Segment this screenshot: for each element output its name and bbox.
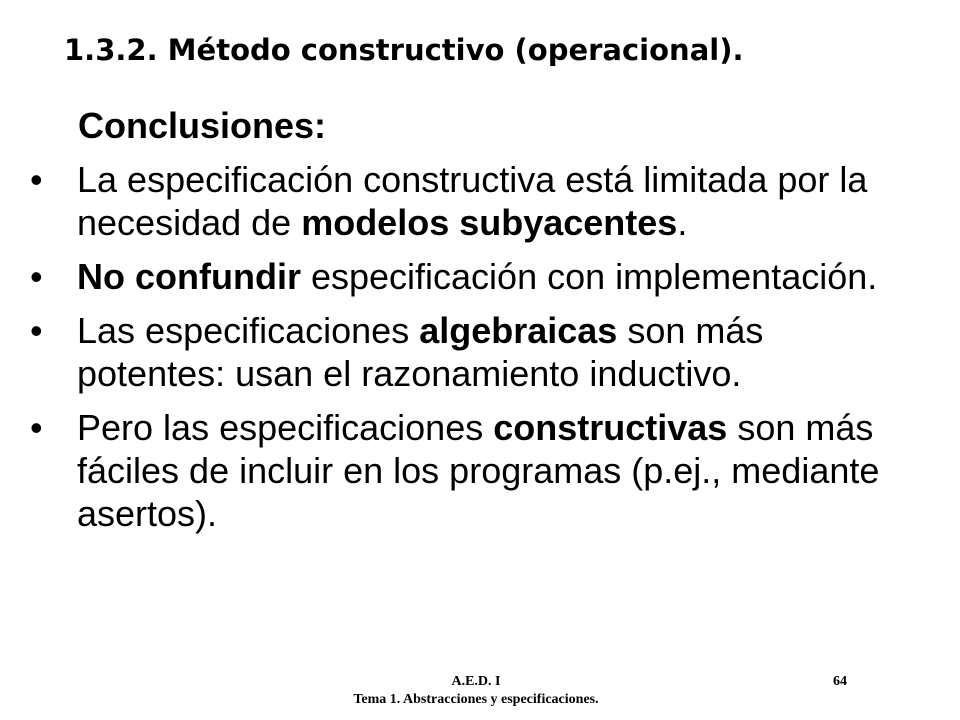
bullet-text <box>77 406 920 535</box>
footer-course: A.E.D. I <box>451 674 501 689</box>
bullet-text-part: especificación con implementación. <box>300 256 878 297</box>
bullet-item <box>0 309 960 395</box>
bullet-text-bold: modelos subyacentes <box>301 202 678 243</box>
bullet-item <box>0 255 960 298</box>
slide-title: 1.3.2. Método constructivo (operacional). <box>64 33 744 67</box>
bullet-icon: • <box>30 256 43 297</box>
bullet-text <box>77 158 920 244</box>
bullet-text <box>77 255 920 298</box>
bullet-text-part: son más fáciles de incluir en los programas (p.ej., mediante asertos). <box>77 407 880 534</box>
bullet-list <box>0 158 960 546</box>
bullet-text-part: La especificación constructiva está limitada por la necesidad de <box>77 159 868 243</box>
bullet-text-part: son más potentes: usan el razonamiento inductivo. <box>77 310 764 394</box>
bullet-text-bold: constructivas <box>493 407 728 448</box>
bullet-text-part: Pero las especificaciones <box>77 407 494 448</box>
footer <box>300 673 652 709</box>
bullet-item <box>0 406 960 535</box>
bullet-item <box>0 158 960 244</box>
bullet-text-bold: No confundir <box>77 256 301 297</box>
bullet-icon: • <box>30 407 43 448</box>
conclusions-heading: Conclusiones: <box>78 105 327 146</box>
page-number: 64 <box>833 674 847 689</box>
bullet-text-bold: algebraicas <box>419 310 618 351</box>
footer-topic: Tema 1. Abstracciones y especificaciones. <box>353 692 599 707</box>
bullet-text <box>77 309 920 395</box>
bullet-icon: • <box>30 159 43 200</box>
bullet-icon: • <box>30 310 43 351</box>
bullet-text-part: Las especificaciones <box>77 310 420 351</box>
bullet-text-part: . <box>677 202 688 243</box>
